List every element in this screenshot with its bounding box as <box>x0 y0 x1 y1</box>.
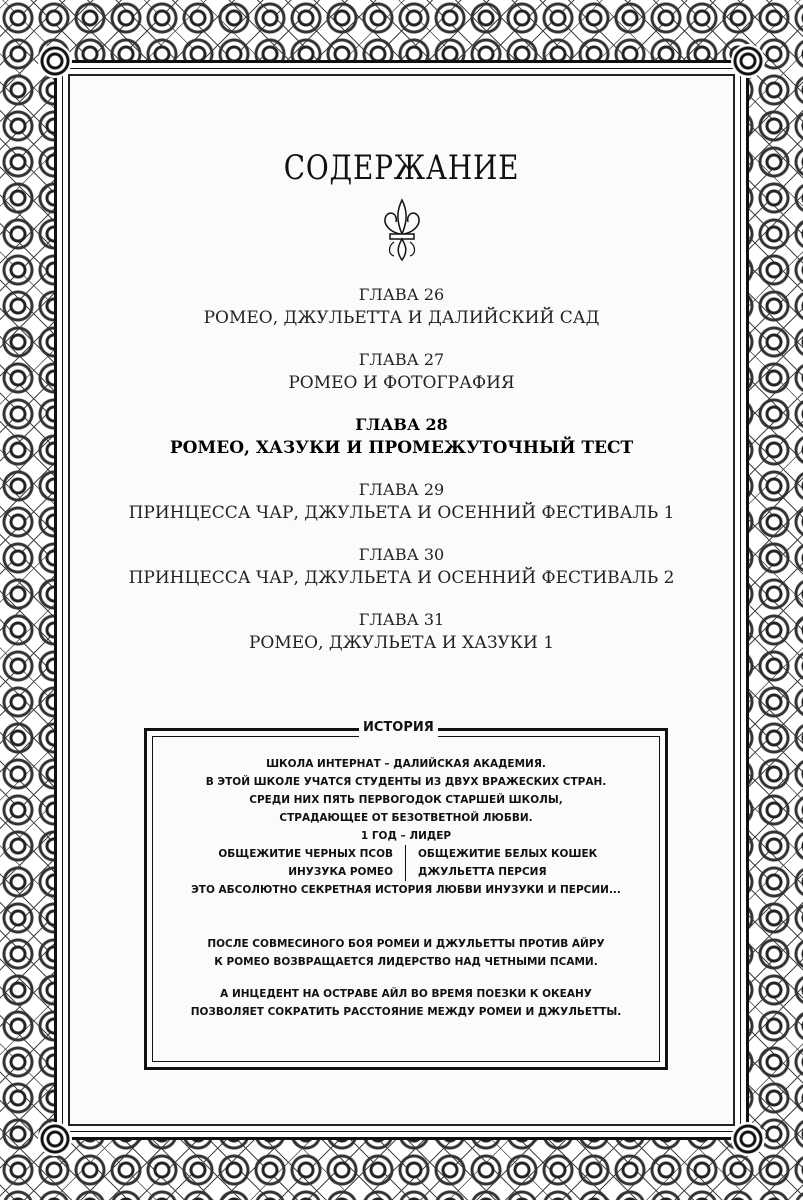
chapter-title: ПРИНЦЕССА ЧАР, ДЖУЛЬЕТА И ОСЕННИЙ ФЕСТИВАЛЬ 2 <box>128 568 675 588</box>
chapter-title: ПРИНЦЕССА ЧАР, ДЖУЛЬЕТА И ОСЕННИЙ ФЕСТИВАЛЬ 1 <box>128 503 675 523</box>
corner-rosette-icon <box>731 44 765 78</box>
corner-rosette-icon <box>731 1122 765 1156</box>
dorm-name: ОБЩЕЖИТИЕ ЧЕРНЫХ ПСОВ <box>218 848 393 860</box>
story-line: СРЕДИ НИХ ПЯТЬ ПЕРВОГОДОК СТАРШЕЙ ШКОЛЫ, <box>249 794 563 806</box>
dorm-white-cats <box>406 845 606 881</box>
chapter-title: РОМЕО, ДЖУЛЬЕТТА И ДАЛИЙСКИЙ САД <box>203 308 600 328</box>
chapter-title: РОМЕО, ДЖУЛЬЕТА И ХАЗУКИ 1 <box>248 633 555 653</box>
story-line: В ЭТОЙ ШКОЛЕ УЧАТСЯ СТУДЕНТЫ ИЗ ДВУХ ВРАЖЕСКИХ СТРАН. <box>205 776 607 788</box>
story-line: СТРАДАЮЩЕЕ ОТ БЕЗОТВЕТНОЙ ЛЮБВИ. <box>279 812 533 824</box>
chapter-label: ГЛАВА 26 <box>358 285 445 304</box>
dorm-name: ОБЩЕЖИТИЕ БЕЛЫХ КОШЕК <box>418 848 598 860</box>
chapter-title: РОМЕО, ХАЗУКИ И ПРОМЕЖУТОЧНЫЙ ТЕСТ <box>169 438 634 458</box>
dorm-row <box>147 845 665 881</box>
story-line: К РОМЕО ВОЗВРАЩАЕТСЯ ЛИДЕРСТВО НАД ЧЕТНЫМИ ПСАМИ. <box>214 956 598 968</box>
story-line: ШКОЛА ИНТЕРНАТ – ДАЛИЙСКАЯ АКАДЕМИЯ. <box>266 758 546 770</box>
fleur-de-lis-icon <box>378 198 426 262</box>
chapter-entry[interactable] <box>68 544 735 590</box>
story-text <box>147 755 665 1021</box>
chapter-title: РОМЕО И ФОТОГРАФИЯ <box>288 373 515 393</box>
corner-rosette-icon <box>38 44 72 78</box>
contents-page <box>68 74 735 1126</box>
dorm-leader: ИНУЗУКА РОМЕО <box>288 866 393 878</box>
dorm-leader: ДЖУЛЬЕТТА ПЕРСИЯ <box>418 866 547 878</box>
spacer <box>147 971 665 985</box>
chapter-entry[interactable] <box>68 479 735 525</box>
chapter-entry-current[interactable] <box>68 414 735 460</box>
story-box <box>144 720 668 1070</box>
chapter-label: ГЛАВА 29 <box>358 480 445 499</box>
chapter-label: ГЛАВА 27 <box>358 350 445 369</box>
dorm-black-dogs <box>206 845 406 881</box>
story-line: ПОСЛЕ СОВМЕСИНОГО БОЯ РОМЕИ И ДЖУЛЬЕТТЫ ПРОТИВ АЙРУ <box>207 938 605 950</box>
chapter-entry[interactable] <box>68 609 735 655</box>
chapter-entry[interactable] <box>68 349 735 395</box>
page-title: СОДЕРЖАНИЕ <box>283 148 520 188</box>
chapter-label: ГЛАВА 28 <box>355 415 448 434</box>
corner-rosette-icon <box>38 1122 72 1156</box>
story-heading: ИСТОРИЯ <box>359 719 438 737</box>
chapter-label: ГЛАВА 30 <box>358 545 445 564</box>
spacer <box>147 899 665 935</box>
story-line: ЭТО АБСОЛЮТНО СЕКРЕТНАЯ ИСТОРИЯ ЛЮБВИ ИНУЗУКИ И ПЕРСИИ... <box>191 884 621 896</box>
chapter-label: ГЛАВА 31 <box>358 610 445 629</box>
story-line: ПОЗВОЛЯЕТ СОКРАТИТЬ РАССТОЯНИЕ МЕЖДУ РОМЕИ И ДЖУЛЬЕТТЫ. <box>190 1006 622 1018</box>
chapter-entry[interactable] <box>68 284 735 330</box>
story-line: А ИНЦЕДЕНТ НА ОСТРАВЕ АЙЛ ВО ВРЕМЯ ПОЕЗКИ К ОКЕАНУ <box>220 988 592 1000</box>
story-line: 1 ГОД – ЛИДЕР <box>360 830 452 842</box>
